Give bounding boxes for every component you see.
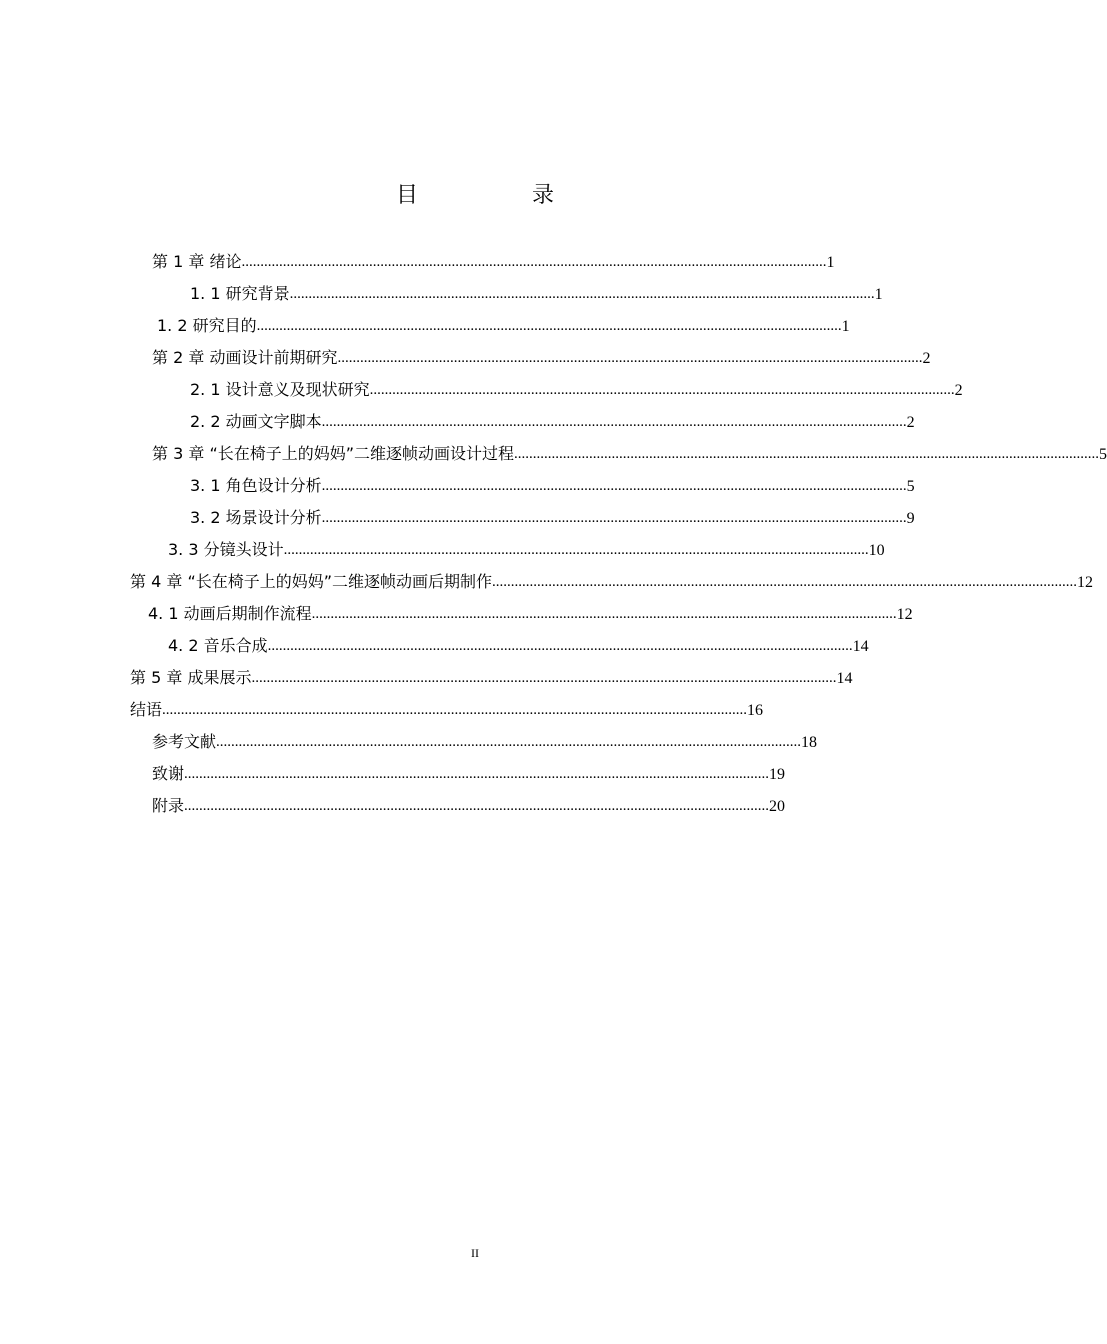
toc-leader-dots: ............................................................................................................................................................ (321, 478, 907, 494)
toc-entry-page: 20 (769, 798, 786, 815)
toc-entry-label: 结语 (130, 700, 163, 719)
toc-entry-label: 第 3 章 “长在椅子上的妈妈”二维逐帧动画设计过程 (152, 444, 515, 463)
toc-entry-label: 4. 1 动画后期制作流程 (148, 604, 312, 623)
toc-entry-acknowledgements[interactable] (152, 758, 786, 784)
toc-entry-label: 3. 1 角色设计分析 (190, 476, 322, 495)
toc-entry-3-1[interactable] (190, 470, 915, 496)
toc-entry-label: 2. 1 设计意义及现状研究 (190, 380, 370, 399)
toc-leader-dots: ............................................................................................................................................................ (311, 606, 897, 622)
toc-entry-page: 1 (874, 286, 883, 303)
toc-entry-label: 1. 1 研究背景 (190, 284, 290, 303)
toc-leader-dots: ............................................................................................................................................................ (162, 702, 748, 718)
toc-entry-page: 19 (769, 766, 786, 783)
page-number: II (471, 1246, 479, 1260)
toc-entry-page: 2 (954, 382, 963, 399)
toc-entry-3-2[interactable] (190, 502, 915, 528)
toc-entry-label: 第 2 章 动画设计前期研究 (152, 348, 338, 367)
toc-entry-4-1[interactable] (148, 598, 913, 624)
toc-leader-dots: ............................................................................................................................................................ (492, 574, 1078, 590)
toc-entry-references[interactable] (152, 726, 818, 752)
toc-entry-label: 第 1 章 绪论 (152, 252, 242, 271)
toc-leader-dots: ............................................................................................................................................................ (267, 638, 853, 654)
toc-entry-page: 9 (906, 510, 915, 527)
toc-entry-page: 1 (826, 254, 835, 271)
toc-entry-ch3[interactable] (152, 438, 1107, 464)
toc-leader-dots: ............................................................................................................................................................ (337, 350, 923, 366)
toc-entry-label: 致谢 (152, 764, 185, 783)
toc-entry-ch1[interactable] (152, 246, 835, 272)
toc-leader-dots: ............................................................................................................................................................ (369, 382, 955, 398)
toc-entry-4-2[interactable] (168, 630, 869, 656)
toc-leader-dots: ............................................................................................................................................................ (216, 734, 802, 750)
toc-entry-1-2[interactable] (157, 310, 850, 336)
toc-title: 目 录 (395, 183, 600, 208)
toc-entry-page: 12 (896, 606, 913, 623)
toc-leader-dots: ............................................................................................................................................................ (184, 766, 770, 782)
toc-entry-ch4[interactable] (130, 566, 1094, 592)
toc-leader-dots: ............................................................................................................................................................ (289, 286, 875, 302)
toc-entry-page: 16 (747, 702, 764, 719)
toc-entry-page: 1 (841, 318, 850, 335)
toc-leader-dots: ............................................................................................................................................................ (283, 542, 869, 558)
toc-entry-ch2[interactable] (152, 342, 931, 368)
toc-entry-2-1[interactable] (190, 374, 963, 400)
toc-entry-label: 附录 (152, 796, 185, 815)
toc-entry-label: 第 5 章 成果展示 (130, 668, 252, 687)
toc-leader-dots: ............................................................................................................................................................ (321, 414, 907, 430)
toc-entry-2-2[interactable] (190, 406, 915, 432)
toc-leader-dots: ............................................................................................................................................................ (321, 510, 907, 526)
toc-entry-page: 2 (906, 414, 915, 431)
toc-entry-conclusion[interactable] (130, 694, 764, 720)
toc-entry-page: 14 (852, 638, 869, 655)
toc-entry-3-3[interactable] (168, 534, 885, 560)
toc-leader-dots: ............................................................................................................................................................ (514, 446, 1100, 462)
toc-entry-page: 2 (922, 350, 931, 367)
toc-entry-label: 3. 3 分镜头设计 (168, 540, 284, 559)
toc-entry-label: 1. 2 研究目的 (157, 316, 257, 335)
toc-leader-dots: ............................................................................................................................................................ (251, 670, 837, 686)
toc-leader-dots: ............................................................................................................................................................ (184, 798, 770, 814)
toc-leader-dots: ............................................................................................................................................................ (241, 254, 827, 270)
toc-entry-page: 18 (801, 734, 818, 751)
toc-entry-label: 2. 2 动画文字脚本 (190, 412, 322, 431)
toc-entry-label: 3. 2 场景设计分析 (190, 508, 322, 527)
toc-entry-page: 12 (1077, 574, 1094, 591)
toc-entry-ch5[interactable] (130, 662, 853, 688)
toc-entry-appendix[interactable] (152, 790, 786, 816)
toc-entry-1-1[interactable] (190, 278, 883, 304)
toc-entry-label: 第 4 章 “长在椅子上的妈妈”二维逐帧动画后期制作 (130, 572, 493, 591)
toc-leader-dots: ............................................................................................................................................................ (256, 318, 842, 334)
toc-entry-page: 5 (1099, 446, 1107, 463)
toc-entry-page: 10 (868, 542, 885, 559)
toc-entry-label: 参考文献 (152, 732, 217, 751)
toc-entry-page: 14 (836, 670, 853, 687)
toc-entry-page: 5 (906, 478, 915, 495)
toc-entry-label: 4. 2 音乐合成 (168, 636, 268, 655)
